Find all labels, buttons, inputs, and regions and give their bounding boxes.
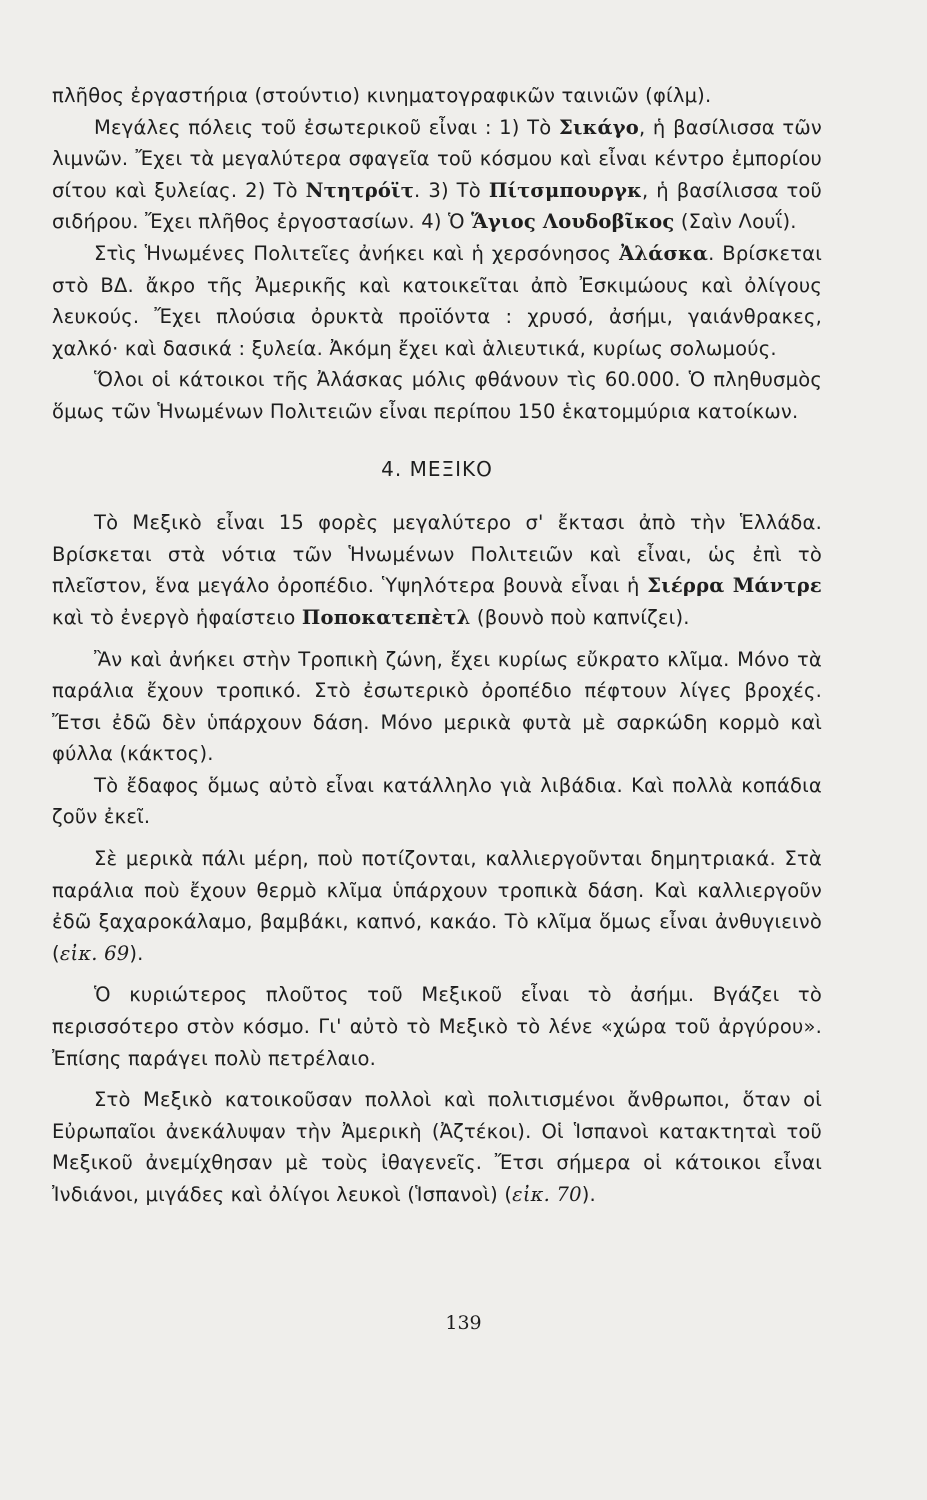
place-detroit: Ντητρόϊτ [305, 178, 415, 202]
place-popocatepetl: Ποποκατεπὲτλ [301, 605, 471, 629]
paragraph-agriculture: Σὲ μερικὰ πάλι μέρη, ποὺ ποτίζονται, καλλιεργοῦνται δημητριακά. Στὰ παράλια ποὺ ἔχουν θερμὸ κλῖμα ὑπάρχουν τροπικὰ δάση. Καὶ καλλιεργοῦν ἐδῶ ξαχαροκάλαμο, βαμβάκι, καπνό, κακάο. Τὸ κλῖμα ὅμως εἶναι ἀνθυγιεινὸ (εἰκ. 69). [52, 847, 822, 965]
paragraph-alaska: Στὶς Ἡνωμένες Πολιτεῖες ἀνήκει καὶ ἡ χερσόνησος Ἀλάσκα. Βρίσκεται στὸ ΒΔ. ἄκρο τῆς Ἀμερικῆς καὶ κατοικεῖται ἀπὸ Ἐσκιμώους καὶ ὀλίγους λευκούς. Ἔχει πλούσια ὀρυκτὰ προϊόντα : χρυσό, ἀσήμι, γαιάνθρακες, χαλκό· καὶ δασικά : ξυλεία. Ἀκόμη ἔχει καὶ ἁλιευτικά, κυρίως σολωμούς. [52, 241, 822, 360]
paragraph-mexico-size: Τὸ Μεξικὸ εἶναι 15 φορὲς μεγαλύτερο σ' ἔκτασι ἀπὸ τὴν Ἑλλάδα. Βρίσκεται στὰ νότια τῶν Ἡνωμένων Πολιτειῶν καὶ εἶναι, ὡς ἐπὶ τὸ πλεῖστον, ἕνα μεγάλο ὀροπέδιο. Ὑψηλότερα βουνὰ εἶναι ἡ Σιέρρα Μάντρε καὶ τὸ ἐνεργὸ ἡφαίστειο Ποποκατεπὲτλ (βουνὸ ποὺ καπνίζει). [52, 511, 822, 629]
paragraph-pastures: Τὸ ἔδαφος ὅμως αὐτὸ εἶναι κατάλληλο γιὰ λιβάδια. Καὶ πολλὰ κοπάδια ζοῦν ἐκεῖ. [52, 773, 822, 829]
place-chicago: Σικάγο [559, 115, 639, 139]
place-st-louis: Ἅγιος Λουδοβῖκος [471, 210, 675, 234]
paragraph-us-cities: Μεγάλες πόλεις τοῦ ἐσωτερικοῦ εἶναι : 1) Τὸ Σικάγο, ἡ βασίλισσα τῶν λιμνῶν. Ἔχει τὰ μεγαλύτερα σφαγεῖα τοῦ κόσμου καὶ εἶναι κέντρο ἐμπορίου σίτου καὶ ξυλείας. 2) Τὸ Ντητρόϊτ. 3) Τὸ Πίτσμπουργκ, ἡ βασίλισσα τοῦ σιδήρου. Ἔχει πλῆθος ἐργοστασίων. 4) Ὁ Ἅγιος Λουδοβῖκος (Σαὶν Λουΐ). [52, 115, 822, 234]
figure-reference-69: εἰκ. 69 [59, 941, 130, 965]
page-text [52, 80, 822, 1211]
paragraph-population: Ὅλοι οἱ κάτοικοι τῆς Ἀλάσκας μόλις φθάνουν τὶς 60.000. Ὁ πληθυσμὸς ὅμως τῶν Ἡνωμένων Πολιτειῶν εἶναι περίπου 150 ἑκατομμύρια κατοίκων. [52, 368, 822, 423]
page-number: 139 [445, 1312, 482, 1334]
place-sierra-madre: Σιέρρα Μάντρε [647, 574, 822, 598]
place-alaska: Ἀλάσκα [619, 241, 709, 265]
figure-reference-70: εἰκ. 70 [512, 1183, 582, 1206]
paragraph-inhabitants: Στὸ Μεξικὸ κατοικοῦσαν πολλοὶ καὶ πολιτισμένοι ἄνθρωποι, ὅταν οἱ Εὐρωπαῖοι ἀνεκάλυψαν τὴν Ἀμερικὴ (Ἀζτέκοι). Οἱ Ἱσπανοὶ κατακτηταὶ τοῦ Μεξικοῦ ἀνεμίχθησαν μὲ τοὺς ἰθαγενεῖς. Ἔτσι σήμερα οἱ κάτοικοι εἶναι Ἰνδιάνοι, μιγάδες καὶ ὀλίγοι λευκοὶ (Ἱσπανοὶ) (εἰκ. 70). [52, 1088, 822, 1206]
paragraph-continuation: πλῆθος ἐργαστήρια (στούντιο) κινηματογραφικῶν ταινιῶν (φίλμ). [52, 84, 712, 107]
paragraph-silver: Ὁ κυριώτερος πλοῦτος τοῦ Μεξικοῦ εἶναι τὸ ἀσήμι. Βγάζει τὸ περισσότερο στὸν κόσμο. Γι' αὐτὸ τὸ Μεξικὸ τὸ λένε «χώρα τοῦ ἀργύρου». Ἐπίσης παράγει πολὺ πετρέλαιο. [52, 983, 822, 1070]
section-heading: 4. ΜΕΞΙΚΟ [381, 456, 493, 481]
paragraph-climate: Ἂν καὶ ἀνήκει στὴν Τροπικὴ ζώνη, ἔχει κυρίως εὔκρατο κλῖμα. Μόνο τὰ παράλια ἔχουν τροπικό. Στὸ ἐσωτερικὸ ὀροπέδιο πέφτουν λίγες βροχές. Ἔτσι ἐδῶ δὲν ὑπάρχουν δάση. Μόνο μερικὰ φυτὰ μὲ σαρκώδη κορμὸ καὶ φύλλα (κάκτος). [52, 647, 822, 766]
place-pittsburgh: Πίτσμπουργκ [488, 178, 642, 202]
